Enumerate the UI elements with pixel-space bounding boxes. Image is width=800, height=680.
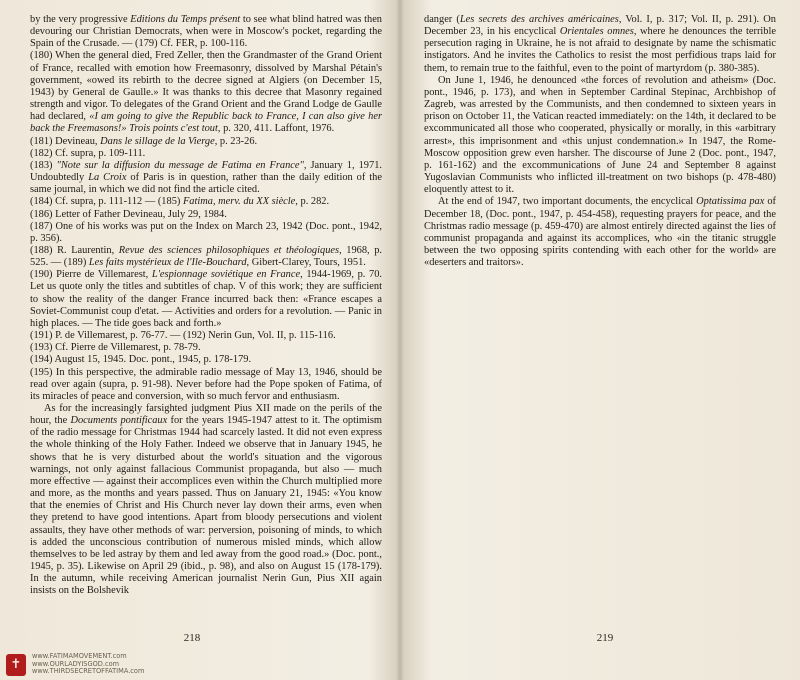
paragraph: At the end of 1947, two important documents, the encyclical Optatissima pax of December 18, (Doc. pont., 1947, p. 454-458), requesting prayers for peace, and the Christmas radio message (p. 459-470) are almost entirely directed against the lies of communist propaganda and against its accomplices, who «in the titanic struggle between the two opposing spirits contending with each other for the world» are «deserters and traitors». bbox=[424, 196, 776, 269]
watermark bbox=[6, 653, 144, 676]
paragraph: danger (Les secrets des archives américaines, Vol. I, p. 317; Vol. II, p. 291). On December 23, in his encyclical Orientales omnes, where he denounces the terrible persecution raging in Ukraine, he is not afraid to designate by name the schismatic instigators. And he invites the Catholics to resist the most perfidious traps laid for them, to remain true to the faithful, even to the point of martyrdom (p. 380-385). bbox=[424, 14, 777, 74]
paragraph: (180) When the general died, Fred Zeller, then the Grandmaster of the Grand Orient of France, recalled with emotion how Freemasonry, dissolved by Marshal Pétain's government, «owed its rebirth to the decree signed at Algiers (on December 15, 1943) by General de Gaulle.» It was thanks to this decree that Masonry regained strength and vigor. To delegates of the Grand Orient and the Grand Lodge de Gaulle had declared, «I am going to give the Republic back to France, I can also give her back the Freemasons!» Trois points c'est tout, p. 320, 411. Laffont, 1976. bbox=[30, 50, 382, 135]
paragraph: (183) "Note sur la diffusion du message de Fatima en France", January 1, 1971. Undoubtedly La Croix of Paris is in question, rather than the daily edition of the same journal, in which we did not find the article cited. bbox=[30, 159, 382, 196]
paragraph: (188) R. Laurentin, Revue des sciences philosophiques et théologiques, 1968, p. 525. — (189) Les faits mystérieux de l'Ile-Bouchard, Gibert-Clarey, Tours, 1951. bbox=[30, 244, 382, 269]
watermark-url: www.OURLADYISGOD.com bbox=[32, 659, 120, 668]
paragraph: (184) Cf. supra, p. 111-112 — (185) Fatima, merv. du XX siècle, p. 282. bbox=[30, 196, 330, 208]
paragraph: (191) P. de Villemarest, p. 76-77. — (192) Nerin Gun, Vol. II, p. 115-116. bbox=[30, 330, 336, 342]
paragraph: As for the increasingly farsighted judgment Pius XII made on the perils of the hour, the Documents pontificaux for the years 1945-1947 attest to it. The optimism of the radio message for Christmas 1944 had scarcely lasted. It did not even express the whole thinking of the Holy Father. Indeed we observe that in January 1945, he shows that he is very disturbed about the world's situation and the vigorous warnings, not only against fallacious Communist propaganda, but also — much more effective — against their accomplices even within the Church multiplied more and more, as the months and years passed. Thus on January 21, 1945: «You know that the enemies of Christ and His Church never lay down their arms, even when they pretend to have good intentions. Apart from bloody persecutions and violent assaults, they have other methods of war: perversion, poisoning of minds, to which is added the unconscious contribution of numerous misled minds, which allow themselves to be led astray by them and led away from the good road.» (Doc. pont., 1945, p. 35). Likewise on April 29 (ibid., p. 98), and also on August 15 (178-179). In the autumn, while receiving American journalist Nerin Gun, Pius XII again insists on the Bolshevik bbox=[30, 403, 382, 597]
page-number: 219 bbox=[596, 632, 614, 644]
page-number: 218 bbox=[183, 632, 201, 644]
paragraph: (193) Cf. Pierre de Villemarest, p. 78-79. bbox=[30, 342, 201, 354]
watermark-url: www.FATIMAMOVEMENT.com bbox=[32, 652, 127, 661]
paragraph: by the very progressive Editions du Temps présent to see what blind hatred was then devouring our Christian Democrats, when were in Moscow's pocket, regarding the Spain of the Crusade. — (179) Cf. FER, p. 100-116. bbox=[30, 14, 382, 50]
right-page bbox=[400, 0, 800, 680]
watermark-urls bbox=[32, 653, 144, 676]
paragraph: (194) August 15, 1945. Doc. pont., 1945, p. 178-179. bbox=[30, 354, 252, 366]
watermark-url: www.THIRDSECRETOFFATIMA.com bbox=[32, 667, 145, 676]
paragraph: (186) Letter of Father Devineau, July 29, 1984. bbox=[30, 208, 227, 220]
paragraph: (182) Cf. supra, p. 109-111. bbox=[30, 147, 146, 159]
paragraph: On June 1, 1946, he denounced «the forces of revolution and atheism» (Doc. pont., 1946, p. 173), and when in September Cardinal Stepinac, Archbishop of Zagreb, was arrested by the Communists, and then condemned to sixteen years in prison on October 11, the Vatican reacted immediately: on the 14th, it declared to be excommunicated all those who cooperated, physically or morally, in this «arbitrary arrest», this imprisonment and «this unjust condemnation.» In 1947, the Rome-Moscow opposition grew even harsher. The discourse of June 2 (Doc. pont., 1947, p. 161-162) and the excommunications of June 24 and September 8 against Yugoslavian Communists who inflicted ill-treatment on two bishops (p. 478-480) eloquently attest to it. bbox=[424, 74, 776, 196]
right-text-column bbox=[424, 14, 776, 269]
paragraph: (195) In this perspective, the admirable radio message of May 13, 1946, should be read over again (supra, p. 91-98). Never before had the Pope spoken of Fatima, of its miracles of peace and conversion, with so much fervor and enthusiasm. bbox=[30, 366, 382, 402]
paragraph: (190) Pierre de Villemarest, L'espionnage soviétique en France, 1944-1969, p. 70. Let us quote only the titles and subtitles of chap. V of this work; they are sufficient to show the reality of the danger France incurred back then: «France escapes a Soviet-Communist coup d'etat. — Activities and orders for a revolution. — Panic in high places. — The tide goes back and forth.» bbox=[30, 269, 382, 329]
left-text-column bbox=[30, 14, 382, 598]
paragraph: (187) One of his works was put on the Index on March 23, 1942 (Doc. pont., 1942, p. 356). bbox=[30, 220, 382, 244]
movement-logo-icon: ✝ bbox=[6, 654, 26, 676]
paragraph: (181) Devineau, Dans le sillage de la Vierge, p. 23-26. bbox=[30, 135, 258, 147]
